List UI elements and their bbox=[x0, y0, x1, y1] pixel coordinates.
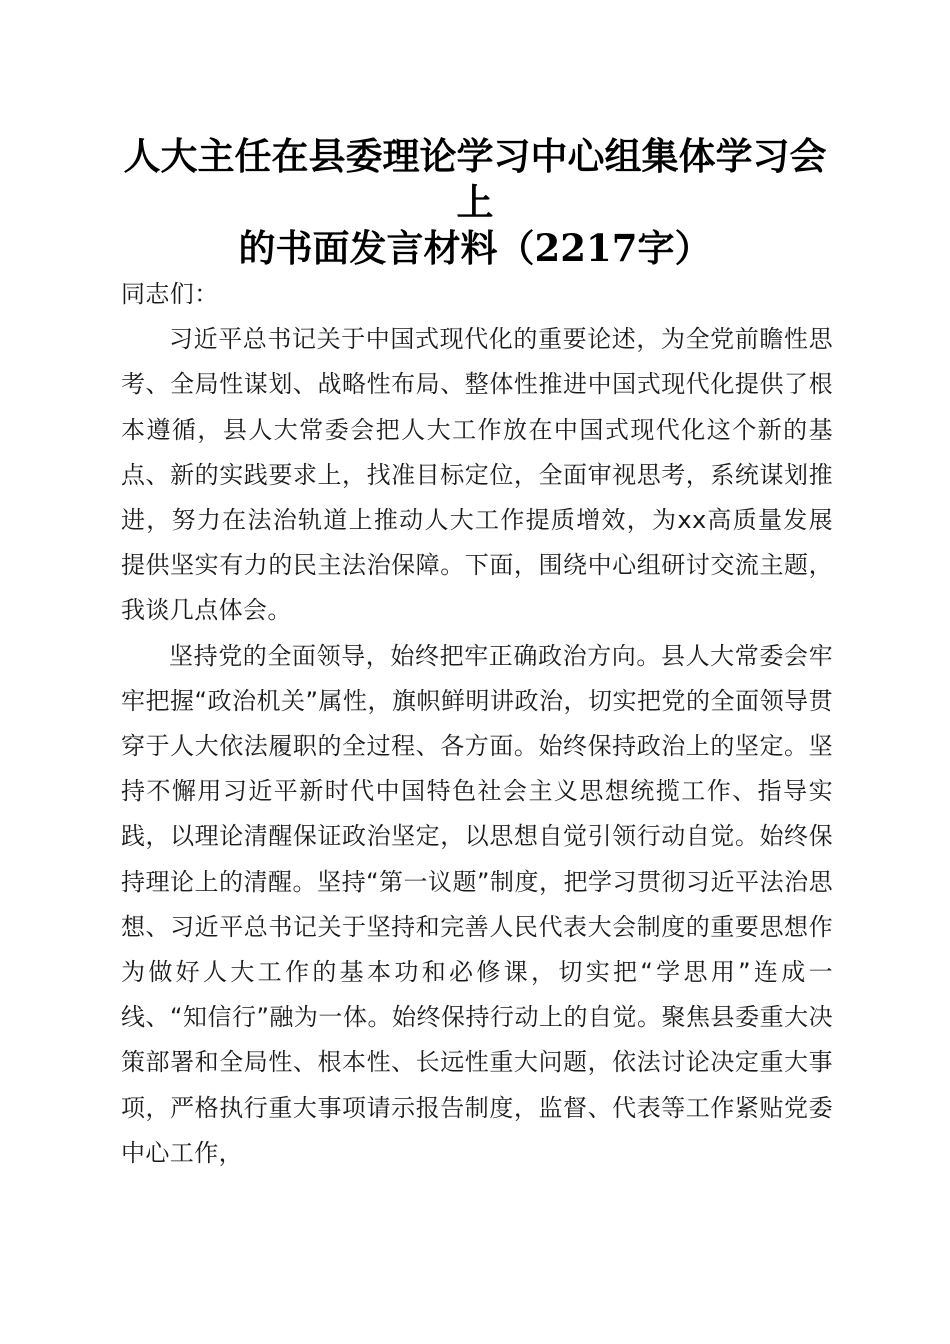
document-body bbox=[121, 272, 833, 1176]
document-title bbox=[110, 133, 840, 271]
paragraph-1: 习近平总书记关于中国式现代化的重要论述，为全党前瞻性思考、全局性谋划、战略性布局、整体性推进中国式现代化提供了根本遵循，县人大常委会把人大工作放在中国式现代化这个新的基点、新的实践要求上，找准目标定位，全面审视思考，系统谋划推进，努力在法治轨道上推动人大工作提质增效，为xx高质量发展提供坚实有力的民主法治保障。下面，围绕中心组研讨交流主题，我谈几点体会。 bbox=[121, 325, 833, 625]
salutation: 同志们： bbox=[121, 280, 219, 308]
title-line-1: 人大主任在县委理论学习中心组集体学习会上 bbox=[123, 134, 827, 224]
paragraph-2: 坚持党的全面领导，始终把牢正确政治方向。县人大常委会牢牢把握“政治机关”属性，旗帜鲜明讲政治，切实把党的全面领导贯穿于人大依法履职的全过程、各方面。始终保持政治上的坚定。坚持不懈用习近平新时代中国特色社会主义思想统揽工作、指导实践，以理论清醒保证政治坚定，以思想自觉引领行动自觉。始终保持理论上的清醒。坚持“第一议题”制度，把学习贯彻习近平法治思想、习近平总书记关于坚持和完善人民代表大会制度的重要思想作为做好人大工作的基本功和必修课，切实把“学思用”连成一线、“知信行”融为一体。始终保持行动上的自觉。聚焦县委重大决策部署和全局性、根本性、长远性重大问题，依法讨论决定重大事项，严格执行重大事项请示报告制度，监督、代表等工作紧贴党委中心工作， bbox=[121, 641, 833, 1167]
title-line-2: 的书面发言材料（2217字） bbox=[238, 226, 712, 270]
